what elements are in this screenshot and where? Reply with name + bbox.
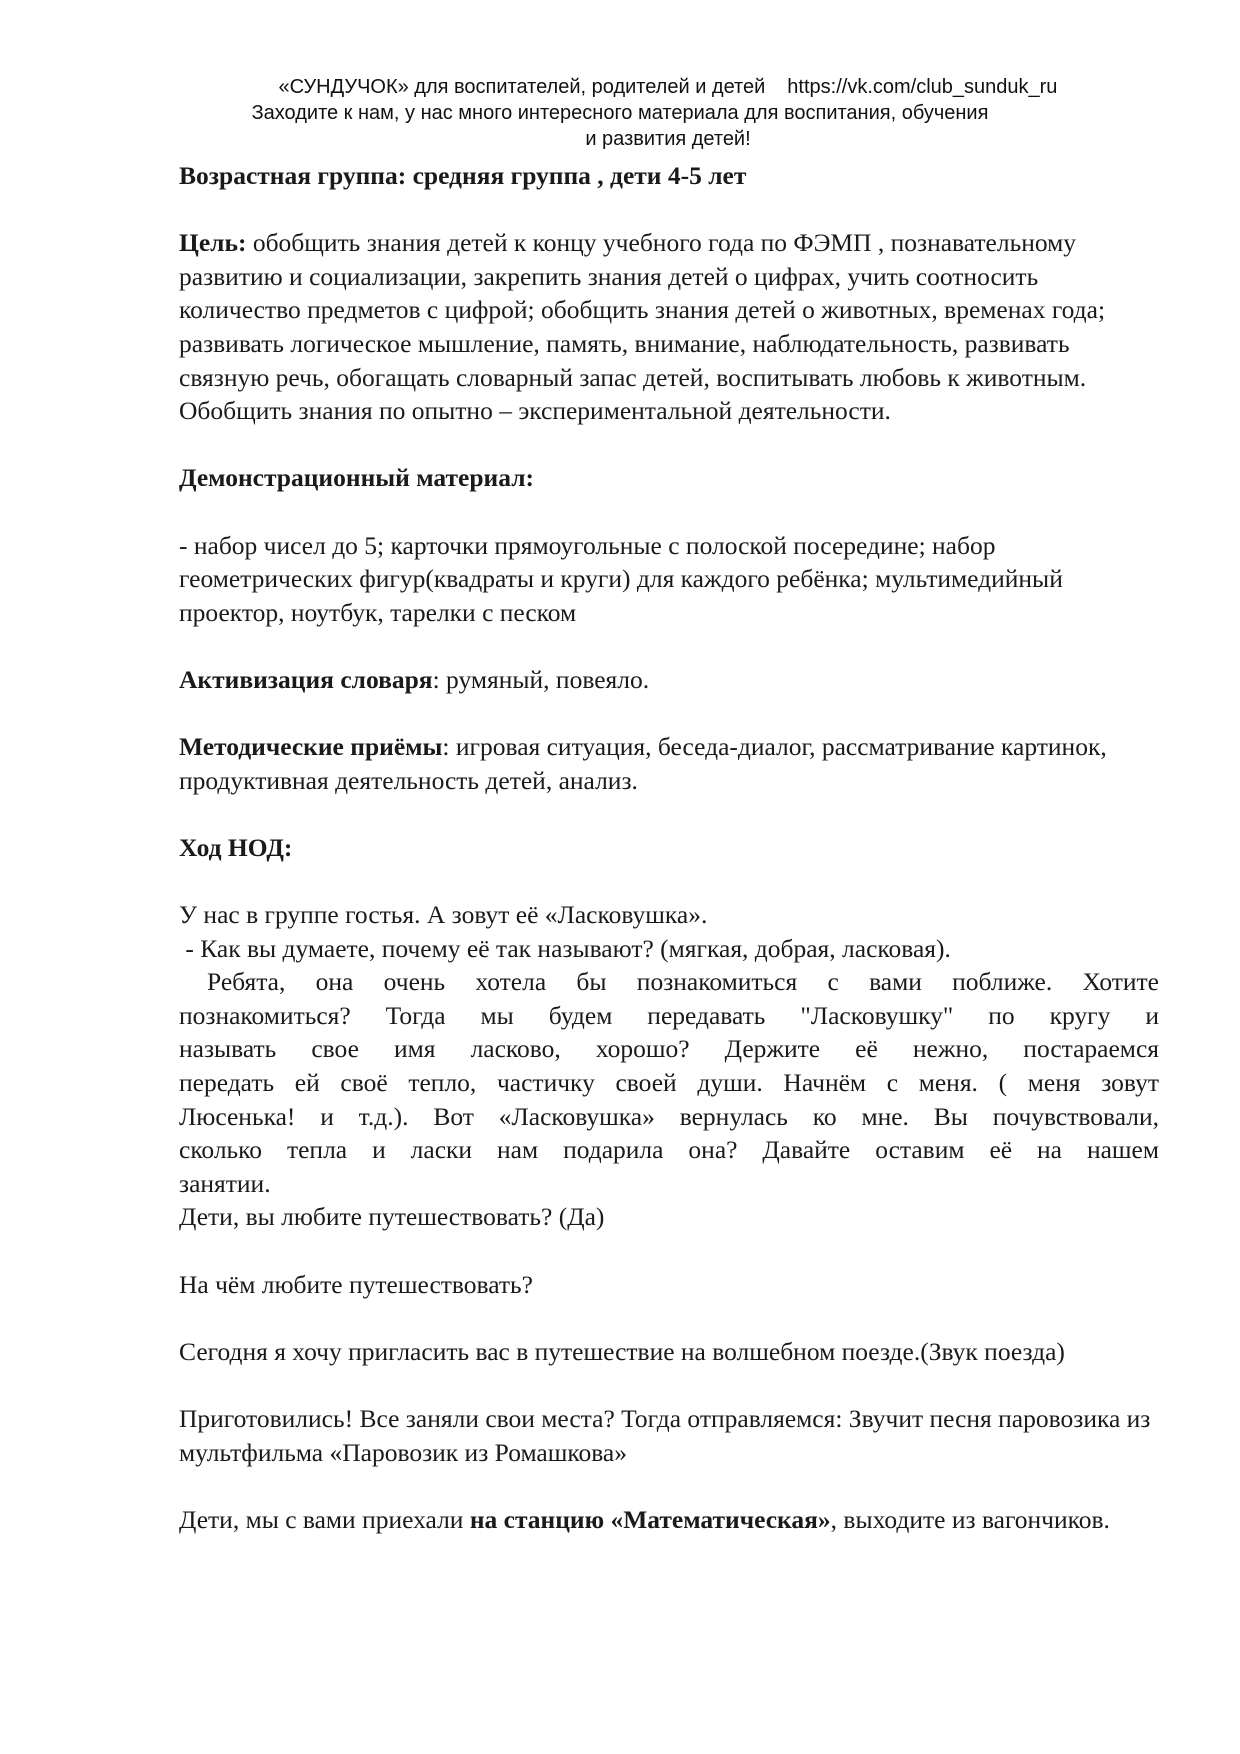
vocabulary-text: : румяный, повеяло. <box>432 664 650 694</box>
course-paragraph-3-line: познакомиться? Тогда мы будем передавать "Ласковушку" по кругу и <box>179 1000 1159 1030</box>
vocabulary-paragraph <box>179 663 1159 697</box>
header-line-3: и развития детей! <box>585 128 751 150</box>
materials-text: - набор чисел до 5; карточки прямоугольные с полоской посередине; набор геометрических фигур(квадраты и круги) для каждого ребёнка; мультимедийный проектор, ноутбук, тарелки с песком <box>179 530 1063 627</box>
course-paragraph-6: Сегодня я хочу пригласить вас в путешествие на волшебном поезде.(Звук поезда) <box>179 1336 1065 1366</box>
course-paragraph-3 <box>179 965 1159 1200</box>
course-paragraph-2: - Как вы думаете, почему её так называют? (мягкая, добрая, ласковая). <box>179 933 951 963</box>
course-paragraph-3-line: Ребята, она очень хотела бы познакомиться с вами поближе. Хотите <box>207 967 1159 997</box>
course-paragraph-3-line: называть свое имя ласково, хорошо? Держите её нежно, постараемся <box>179 1034 1159 1064</box>
header-line-2: Заходите к нам, у нас много интересного материала для воспитания, обучения <box>251 102 989 124</box>
course-paragraph-3-line: занятии. <box>179 1168 271 1198</box>
course-paragraph-8-end: , выходите из вагончиков. <box>830 1504 1110 1534</box>
methods-label: Методические приёмы <box>179 732 443 762</box>
header-line-1 <box>0 74 1240 100</box>
page-header <box>0 74 1240 152</box>
course-paragraph-5: На чём любите путешествовать? <box>179 1269 533 1299</box>
age-group-heading: Возрастная группа: средняя группа , дети 4-5 лет <box>179 161 747 190</box>
header-site-name: «СУНДУЧОК» для воспитателей, родителей и детей <box>278 76 766 98</box>
course-paragraph-3-line: сколько тепла и ласки нам подарила она? Давайте оставим её на нашем <box>179 1135 1159 1165</box>
course-paragraph-7: Приготовились! Все заняли свои места? Тогда отправляемся: Звучит песня паровозика из мультфильма «Паровозик из Ромашкова» <box>179 1403 1151 1467</box>
course-paragraph-3-line: передать ей своё тепло, частичку своей души. Начнём с меня. ( меня зовут <box>179 1068 1159 1098</box>
goal-paragraph <box>179 226 1159 428</box>
methods-paragraph <box>179 730 1159 797</box>
methods-text: : игровая ситуация, беседа-диалог, рассматривание картинок, продуктивная деятельность детей, анализ. <box>179 732 1107 795</box>
materials-heading: Демонстрационный материал: <box>179 463 535 493</box>
goal-text: обобщить знания детей к концу учебного года по ФЭМП , познавательному развитию и социализации, закрепить знания детей о цифрах, учить соотносить количество предметов с цифрой; обобщить знания детей о животных, временах года; развивать логическое мышление, память, внимание, наблюдательность, развивать связную речь, обогащать словарный запас детей, воспитывать любовь к животным. Обобщить знания по опытно – экспериментальной деятельности. <box>179 228 1106 426</box>
course-paragraph-4: Дети, вы любите путешествовать? (Да) <box>179 1202 605 1232</box>
vocabulary-label: Активизация словаря <box>179 664 433 694</box>
course-paragraph-1: У нас в группе гостья. А зовут её «Ласковушка». <box>179 900 708 930</box>
goal-label: Цель: <box>179 228 247 258</box>
course-heading: Ход НОД: <box>179 832 293 862</box>
document-body <box>179 159 1159 1536</box>
course-paragraph-8 <box>179 1503 1159 1537</box>
course-paragraph-8-start: Дети, мы с вами приехали <box>179 1504 470 1534</box>
course-paragraph-3-line: Люсенька! и т.д.). Вот «Ласковушка» вернулась ко мне. Вы почувствовали, <box>179 1101 1159 1131</box>
header-url-link[interactable]: https://vk.com/club_sunduk_ru <box>787 76 1058 98</box>
station-name: на станцию «Математическая» <box>469 1504 831 1534</box>
